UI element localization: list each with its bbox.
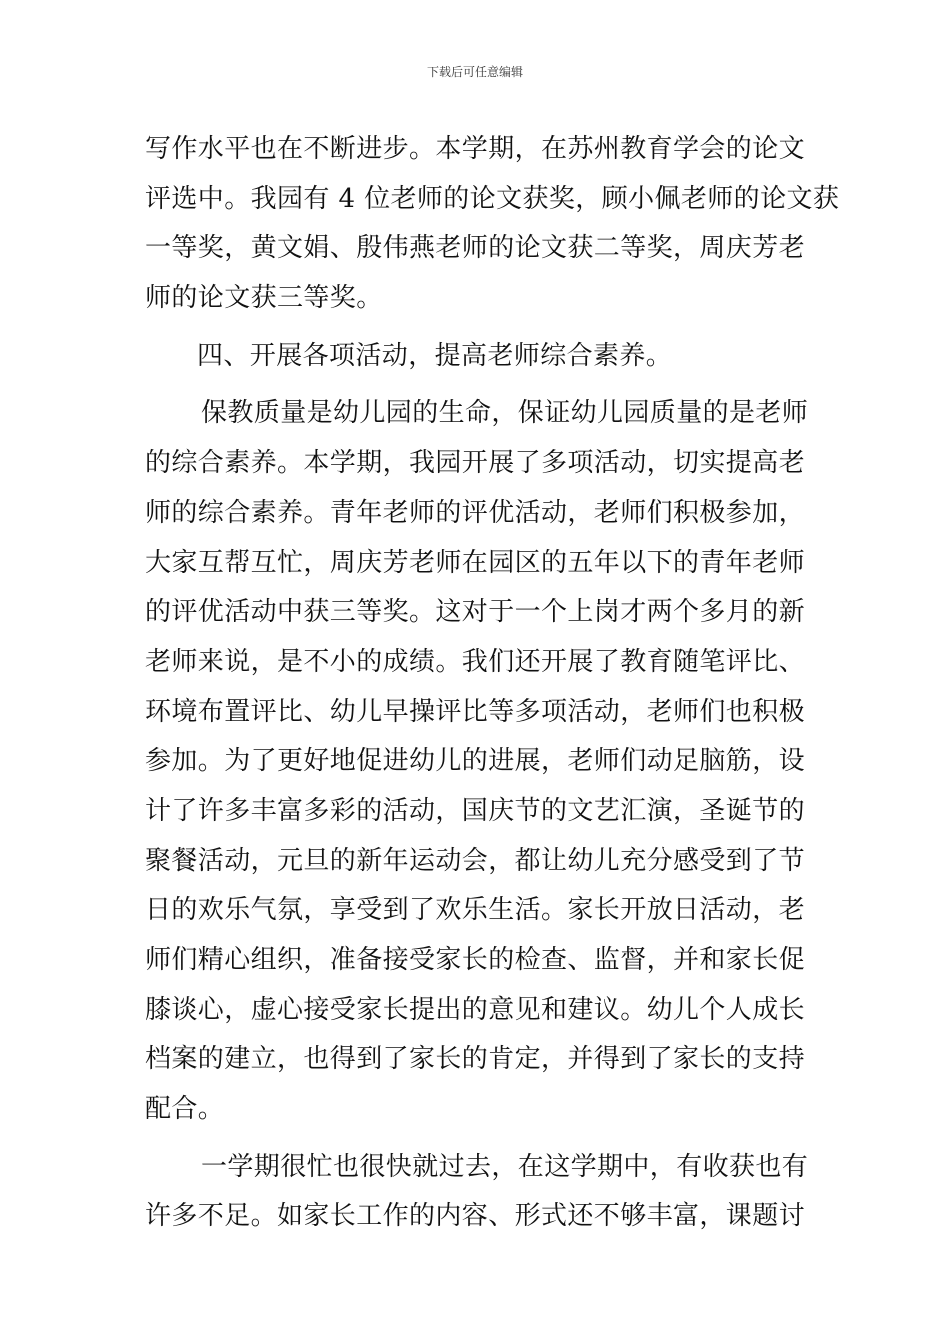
text-line: 配合。 [145, 1094, 225, 1125]
text-line: 评选中。我园有 4 位老师的论文获奖，顾小佩老师的论文获 [145, 183, 840, 214]
document-body [145, 125, 840, 1242]
text-line: 师的综合素养。青年老师的评优活动，老师们积极参加， [145, 497, 806, 528]
text-line: 环境布置评比、幼儿早操评比等多项活动，老师们也积极 [145, 696, 806, 727]
text-line: 的评优活动中获三等奖。这对于一个上岗才两个多月的新 [145, 597, 806, 628]
text-line: 大家互帮互忙，周庆芳老师在园区的五年以下的青年老师 [145, 547, 806, 578]
text-line: 参加。为了更好地促进幼儿的进展，老师们动足脑筋，设 [145, 746, 806, 777]
text-line: 档案的建立，也得到了家长的肯定，并得到了家长的支持 [145, 1044, 806, 1075]
text-line: 日的欢乐气氛，享受到了欢乐生活。家长开放日活动，老 [145, 895, 806, 926]
text-line: 膝谈心，虚心接受家长提出的意见和建议。幼儿个人成长 [145, 994, 806, 1025]
text-line: 保教质量是幼儿园的生命，保证幼儿园质量的是老师 [201, 398, 809, 429]
text-line: 师们精心组织，准备接受家长的检查、监督，并和家长促 [145, 945, 806, 975]
text-line: 老师来说，是不小的成绩。我们还开展了教育随笔评比、 [145, 646, 806, 677]
paragraph-activities [145, 389, 810, 1134]
text-line: 计了许多丰富多彩的活动，国庆节的文艺汇演，圣诞节的 [145, 795, 806, 826]
paragraph-summary [145, 1143, 810, 1242]
text-line: 写作水平也在不断进步。本学期，在苏州教育学会的论文 [145, 134, 806, 164]
text-line: 的综合素养。本学期，我园开展了多项活动，切实提高老 [145, 448, 806, 479]
paragraph-paper-awards [145, 125, 840, 324]
page-header: 下载后可任意编辑 [426, 65, 523, 79]
text-line: 一学期很忙也很快就过去，在这学期中，有收获也有 [201, 1151, 809, 1182]
text-line: 一等奖，黄文娟、殷伟燕老师的论文获二等奖，周庆芳老 [145, 233, 806, 264]
text-line: 聚餐活动，元旦的新年运动会，都让幼儿充分感受到了节 [145, 845, 806, 876]
section-heading: 四、开展各项活动，提高老师综合素养。 [197, 340, 673, 371]
text-line: 师的论文获三等奖。 [145, 283, 383, 314]
text-line: 许多不足。如家长工作的内容、形式还不够丰富，课题讨 [145, 1201, 806, 1232]
